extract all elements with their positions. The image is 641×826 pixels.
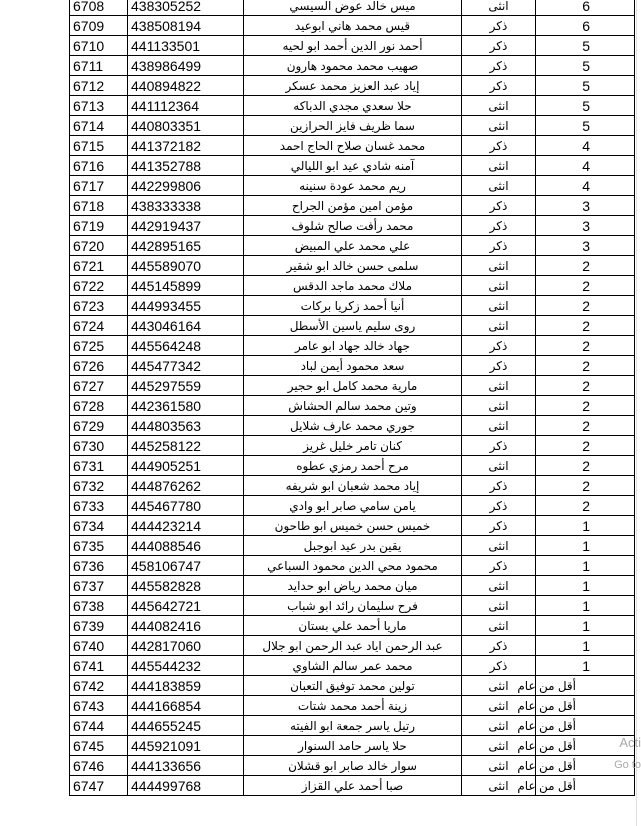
full-name-cell: خميس حسن خميس ابو طاحون <box>244 516 462 536</box>
row-number-cell: 6713 <box>70 96 128 116</box>
id-number-cell: 438333338 <box>128 196 244 216</box>
row-number-cell: 6727 <box>70 376 128 396</box>
id-number-cell: 445582828 <box>128 576 244 596</box>
full-name-cell: أنيا أحمد زكريا بركات <box>244 296 462 316</box>
gender-cell: انثى <box>462 716 536 736</box>
row-number-cell: 6710 <box>70 36 128 56</box>
age-cell: 4 <box>536 176 635 196</box>
full-name-cell: صهيب محمد محمود هارون <box>244 56 462 76</box>
age-cell: 1 <box>536 516 635 536</box>
full-name-cell: محمود محي الدين محمود السباعي <box>244 556 462 576</box>
id-number-cell: 444876262 <box>128 476 244 496</box>
row-number-cell: 6718 <box>70 196 128 216</box>
row-number-cell: 6746 <box>70 756 128 776</box>
gender-cell: ذكر <box>462 56 536 76</box>
row-number-cell: 6725 <box>70 336 128 356</box>
table-row <box>70 96 635 116</box>
gender-cell: ذكر <box>462 196 536 216</box>
row-number-cell: 6741 <box>70 656 128 676</box>
full-name-cell: يقين بدر عيد ابوجبل <box>244 536 462 556</box>
table-row <box>70 456 635 476</box>
table-row <box>70 556 635 576</box>
gender-cell: انثى <box>462 736 536 756</box>
row-number-cell: 6745 <box>70 736 128 756</box>
gender-cell: ذكر <box>462 356 536 376</box>
gender-cell: انثى <box>462 576 536 596</box>
full-name-cell: صبا أحمد علي القزاز <box>244 776 462 796</box>
age-cell: 2 <box>536 456 635 476</box>
row-number-cell: 6724 <box>70 316 128 336</box>
table-row <box>70 416 635 436</box>
table-row <box>70 156 635 176</box>
table-row <box>70 216 635 236</box>
row-number-cell: 6743 <box>70 696 128 716</box>
id-number-cell: 442299806 <box>128 176 244 196</box>
full-name-cell: جوري محمد عارف شلايل <box>244 416 462 436</box>
gender-cell: انثى <box>462 536 536 556</box>
id-number-cell: 445564248 <box>128 336 244 356</box>
row-number-cell: 6736 <box>70 556 128 576</box>
table-row <box>70 536 635 556</box>
full-name-cell: قيس محمد هاني ابوعيد <box>244 16 462 36</box>
id-number-cell: 444803563 <box>128 416 244 436</box>
gender-cell: انثى <box>462 596 536 616</box>
row-number-cell: 6739 <box>70 616 128 636</box>
row-number-cell: 6732 <box>70 476 128 496</box>
id-number-cell: 441372182 <box>128 136 244 156</box>
gender-cell: انثى <box>462 156 536 176</box>
gender-cell: ذكر <box>462 496 536 516</box>
age-cell: 2 <box>536 316 635 336</box>
age-cell: 2 <box>536 356 635 376</box>
id-number-cell: 444655245 <box>128 716 244 736</box>
id-number-cell: 442361580 <box>128 396 244 416</box>
age-cell: 5 <box>536 96 635 116</box>
full-name-cell: كنان تامر خليل غريز <box>244 436 462 456</box>
full-name-cell: وتين محمد سالم الحشاش <box>244 396 462 416</box>
full-name-cell: حلا ياسر حامد السنوار <box>244 736 462 756</box>
gender-cell: ذكر <box>462 556 536 576</box>
table-row <box>70 676 635 696</box>
id-number-cell: 444423214 <box>128 516 244 536</box>
full-name-cell: يامن سامي صابر ابو وادي <box>244 496 462 516</box>
age-cell: 6 <box>536 16 635 36</box>
age-cell: 2 <box>536 496 635 516</box>
age-cell: 2 <box>536 256 635 276</box>
gender-cell: انثى <box>462 616 536 636</box>
gender-cell: ذكر <box>462 216 536 236</box>
age-cell: 2 <box>536 436 635 456</box>
id-number-cell: 444133656 <box>128 756 244 776</box>
table-row <box>70 316 635 336</box>
table-row <box>70 576 635 596</box>
gender-cell: ذكر <box>462 336 536 356</box>
full-name-cell: سوار خالد صابر ابو قشلان <box>244 756 462 776</box>
table-row <box>70 376 635 396</box>
id-number-cell: 438508194 <box>128 16 244 36</box>
row-number-cell: 6735 <box>70 536 128 556</box>
full-name-cell: ريم محمد عودة سنينه <box>244 176 462 196</box>
age-cell: 2 <box>536 336 635 356</box>
table-row <box>70 56 635 76</box>
gender-cell: انثى <box>462 296 536 316</box>
row-number-cell: 6712 <box>70 76 128 96</box>
full-name-cell: محمد رأفت صالح شلوف <box>244 216 462 236</box>
table-row <box>70 136 635 156</box>
age-cell: 6 <box>536 0 635 16</box>
full-name-cell: سعد محمود أيمن لباد <box>244 356 462 376</box>
gender-cell: انثى <box>462 676 536 696</box>
gender-cell: انثى <box>462 116 536 136</box>
table-row <box>70 616 635 636</box>
row-number-cell: 6723 <box>70 296 128 316</box>
row-number-cell: 6740 <box>70 636 128 656</box>
table-row <box>70 716 635 736</box>
table-row <box>70 296 635 316</box>
full-name-cell: روى سليم ياسين الأسطل <box>244 316 462 336</box>
table-row <box>70 496 635 516</box>
gender-cell: انثى <box>462 776 536 796</box>
gender-cell: انثى <box>462 316 536 336</box>
table-row <box>70 116 635 136</box>
full-name-cell: ماريا أحمد علي بستان <box>244 616 462 636</box>
full-name-cell: مارية محمد كامل ابو حجير <box>244 376 462 396</box>
id-number-cell: 440803351 <box>128 116 244 136</box>
row-number-cell: 6715 <box>70 136 128 156</box>
age-cell: 2 <box>536 476 635 496</box>
row-number-cell: 6733 <box>70 496 128 516</box>
gender-cell: ذكر <box>462 236 536 256</box>
table-row <box>70 236 635 256</box>
age-cell: 2 <box>536 376 635 396</box>
table-row <box>70 736 635 756</box>
age-cell: 1 <box>536 636 635 656</box>
id-number-cell: 444166854 <box>128 696 244 716</box>
row-number-cell: 6711 <box>70 56 128 76</box>
table-row <box>70 516 635 536</box>
row-number-cell: 6744 <box>70 716 128 736</box>
gender-cell: انثى <box>462 256 536 276</box>
gender-cell: ذكر <box>462 76 536 96</box>
age-cell: 3 <box>536 236 635 256</box>
full-name-cell: تولين محمد توفيق التعبان <box>244 676 462 696</box>
id-number-cell: 458106747 <box>128 556 244 576</box>
full-name-cell: رتيل ياسر جمعة ابو الفيته <box>244 716 462 736</box>
row-number-cell: 6731 <box>70 456 128 476</box>
row-number-cell: 6730 <box>70 436 128 456</box>
row-number-cell: 6742 <box>70 676 128 696</box>
table-row <box>70 476 635 496</box>
gender-cell: انثى <box>462 0 536 16</box>
table-row <box>70 396 635 416</box>
age-cell: 4 <box>536 136 635 156</box>
row-number-cell: 6709 <box>70 16 128 36</box>
table-row <box>70 256 635 276</box>
row-number-cell: 6726 <box>70 356 128 376</box>
full-name-cell: جهاد خالد جهاد ابو عامر <box>244 336 462 356</box>
full-name-cell: حلا سعدي مجدي الدباكه <box>244 96 462 116</box>
id-number-cell: 445477342 <box>128 356 244 376</box>
full-name-cell: آمنه شادي عيد ابو الليالي <box>244 156 462 176</box>
age-cell: 3 <box>536 196 635 216</box>
age-cell: أقل من عام <box>536 756 635 776</box>
table-row <box>70 636 635 656</box>
id-number-cell: 442895165 <box>128 236 244 256</box>
table-row <box>70 276 635 296</box>
full-name-cell: مرح أحمد رمزي عطوه <box>244 456 462 476</box>
row-number-cell: 6714 <box>70 116 128 136</box>
table-row <box>70 356 635 376</box>
full-name-cell: سلمى حسن خالد ابو شقير <box>244 256 462 276</box>
table-row <box>70 0 635 16</box>
id-number-cell: 445258122 <box>128 436 244 456</box>
row-number-cell: 6716 <box>70 156 128 176</box>
full-name-cell: ميان محمد رياض ابو حدايد <box>244 576 462 596</box>
page-edge-line <box>636 0 637 826</box>
id-number-cell: 444993455 <box>128 296 244 316</box>
row-number-cell: 6738 <box>70 596 128 616</box>
id-number-cell: 441112364 <box>128 96 244 116</box>
age-cell: 2 <box>536 396 635 416</box>
id-number-cell: 445145899 <box>128 276 244 296</box>
table-row <box>70 176 635 196</box>
row-number-cell: 6708 <box>70 0 128 16</box>
table-row <box>70 196 635 216</box>
table-row <box>70 756 635 776</box>
age-cell: 4 <box>536 156 635 176</box>
table-row <box>70 596 635 616</box>
id-number-cell: 442919437 <box>128 216 244 236</box>
id-number-cell: 445544232 <box>128 656 244 676</box>
age-cell: أقل من عام <box>536 696 635 716</box>
full-name-cell: زينة أحمد محمد شتات <box>244 696 462 716</box>
activation-watermark-line-1: Acti <box>619 735 641 750</box>
age-cell: أقل من عام <box>536 776 635 796</box>
id-number-cell: 445467780 <box>128 496 244 516</box>
full-name-cell: إياد محمد شعبان ابو شريفه <box>244 476 462 496</box>
id-number-cell: 442817060 <box>128 636 244 656</box>
table-row <box>70 336 635 356</box>
full-name-cell: محمد غسان صلاح الحاج احمد <box>244 136 462 156</box>
table-row <box>70 76 635 96</box>
id-number-cell: 445589070 <box>128 256 244 276</box>
row-number-cell: 6747 <box>70 776 128 796</box>
gender-cell: انثى <box>462 456 536 476</box>
age-cell: 1 <box>536 576 635 596</box>
age-cell: أقل من عام <box>536 676 635 696</box>
age-cell: 1 <box>536 656 635 676</box>
row-number-cell: 6722 <box>70 276 128 296</box>
id-number-cell: 441133501 <box>128 36 244 56</box>
age-cell: 2 <box>536 296 635 316</box>
gender-cell: ذكر <box>462 476 536 496</box>
row-number-cell: 6717 <box>70 176 128 196</box>
gender-cell: انثى <box>462 696 536 716</box>
casualty-table <box>69 0 635 796</box>
id-number-cell: 444082416 <box>128 616 244 636</box>
gender-cell: ذكر <box>462 516 536 536</box>
gender-cell: انثى <box>462 376 536 396</box>
age-cell: 5 <box>536 116 635 136</box>
row-number-cell: 6728 <box>70 396 128 416</box>
age-cell: أقل من عام <box>536 736 635 756</box>
row-number-cell: 6721 <box>70 256 128 276</box>
gender-cell: انثى <box>462 176 536 196</box>
table-row <box>70 436 635 456</box>
age-cell: 1 <box>536 596 635 616</box>
table-row <box>70 36 635 56</box>
full-name-cell: علي محمد علي المبيض <box>244 236 462 256</box>
row-number-cell: 6729 <box>70 416 128 436</box>
age-cell: 1 <box>536 556 635 576</box>
age-cell: أقل من عام <box>536 716 635 736</box>
gender-cell: ذكر <box>462 656 536 676</box>
gender-cell: ذكر <box>462 436 536 456</box>
full-name-cell: فرح سليمان رائد ابو شباب <box>244 596 462 616</box>
age-cell: 1 <box>536 616 635 636</box>
gender-cell: انثى <box>462 416 536 436</box>
full-name-cell: ملاك محمد ماجد الدقس <box>244 276 462 296</box>
full-name-cell: إياد عبد العزيز محمد عسكر <box>244 76 462 96</box>
table-row <box>70 16 635 36</box>
full-name-cell: عبد الرحمن اياد عبد الرحمن ابو جلال <box>244 636 462 656</box>
gender-cell: ذكر <box>462 136 536 156</box>
id-number-cell: 444499768 <box>128 776 244 796</box>
gender-cell: ذكر <box>462 636 536 656</box>
age-cell: 5 <box>536 56 635 76</box>
gender-cell: انثى <box>462 396 536 416</box>
gender-cell: انثى <box>462 756 536 776</box>
gender-cell: انثى <box>462 276 536 296</box>
id-number-cell: 445921091 <box>128 736 244 756</box>
table-row <box>70 656 635 676</box>
id-number-cell: 440894822 <box>128 76 244 96</box>
age-cell: 5 <box>536 76 635 96</box>
age-cell: 5 <box>536 36 635 56</box>
id-number-cell: 445642721 <box>128 596 244 616</box>
full-name-cell: ميس خالد عوض السيسي <box>244 0 462 16</box>
age-cell: 1 <box>536 536 635 556</box>
id-number-cell: 438305252 <box>128 0 244 16</box>
age-cell: 3 <box>536 216 635 236</box>
id-number-cell: 441352788 <box>128 156 244 176</box>
id-number-cell: 443046164 <box>128 316 244 336</box>
id-number-cell: 444088546 <box>128 536 244 556</box>
activation-watermark-line-2: Go to <box>614 759 641 771</box>
age-cell: 2 <box>536 416 635 436</box>
full-name-cell: مؤمن امين مؤمن الجراح <box>244 196 462 216</box>
id-number-cell: 438986499 <box>128 56 244 76</box>
row-number-cell: 6719 <box>70 216 128 236</box>
full-name-cell: أحمد نور الدين أحمد ابو لحيه <box>244 36 462 56</box>
row-number-cell: 6720 <box>70 236 128 256</box>
row-number-cell: 6737 <box>70 576 128 596</box>
full-name-cell: سما ظريف فايز الحرازين <box>244 116 462 136</box>
id-number-cell: 444183859 <box>128 676 244 696</box>
table-row <box>70 776 635 796</box>
full-name-cell: محمد عمر سالم الشاوي <box>244 656 462 676</box>
gender-cell: ذكر <box>462 36 536 56</box>
row-number-cell: 6734 <box>70 516 128 536</box>
gender-cell: انثى <box>462 96 536 116</box>
table-body <box>70 0 635 796</box>
gender-cell: ذكر <box>462 16 536 36</box>
table-row <box>70 696 635 716</box>
age-cell: 2 <box>536 276 635 296</box>
id-number-cell: 444905251 <box>128 456 244 476</box>
id-number-cell: 445297559 <box>128 376 244 396</box>
